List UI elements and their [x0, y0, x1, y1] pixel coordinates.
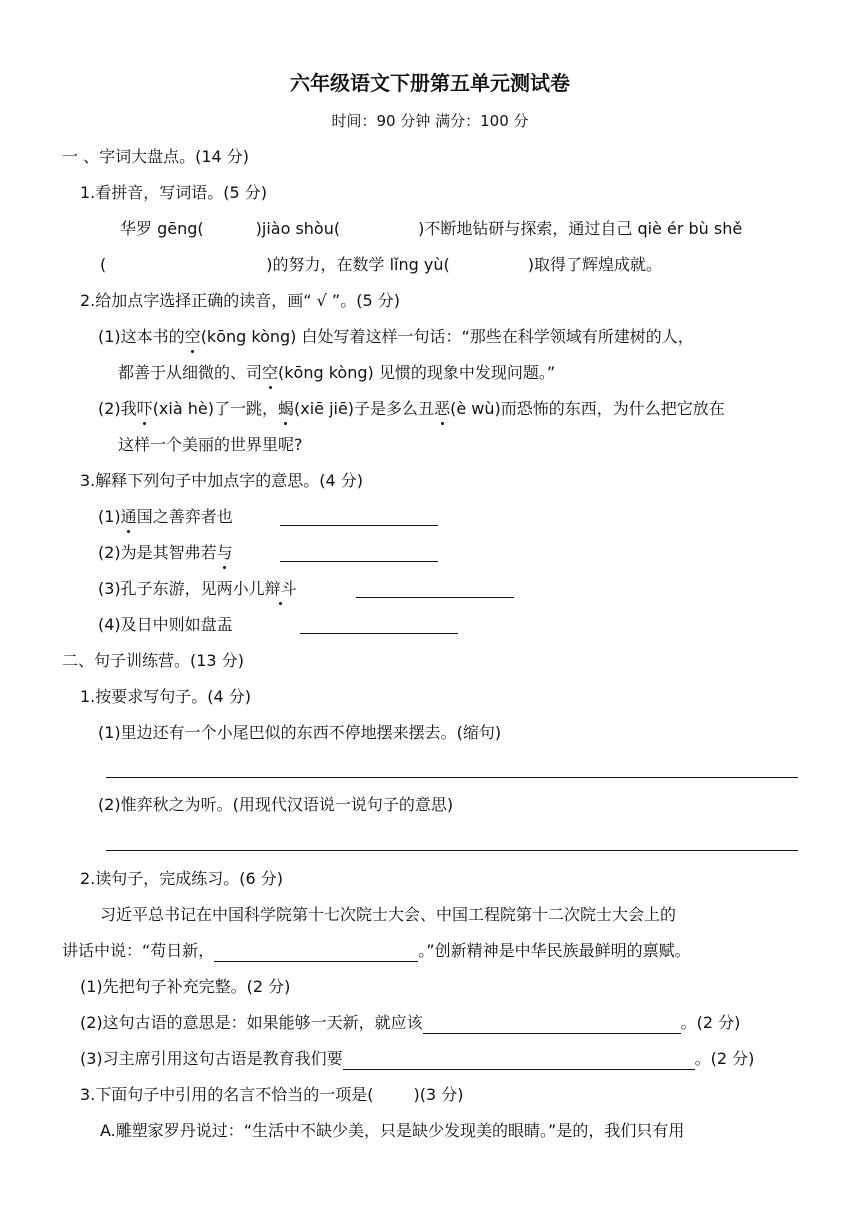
section-2-heading: 二、句子训练营。(13 分) [62, 651, 244, 670]
answer-blank[interactable] [214, 943, 418, 962]
answer-line[interactable] [280, 561, 438, 562]
q2-3-option-a: A.雕塑家罗丹说过：“生活中不缺少美，只是缺少发现美的眼睛。”是的，我们只有用 [100, 1121, 685, 1140]
q1-2-item-2: (2)我吓(xià hè)了一跳，蝎(xiē jiē)子是多么丑恶(è wù)而恐怖的东西，为什么把它放在 [98, 399, 725, 418]
q2-2-item-1: (1)先把句子补充完整。(2 分) [80, 977, 291, 996]
dotted-char: 空 [184, 327, 201, 346]
q1-3-item-2: (2)为是其智弗若与 [98, 543, 233, 562]
exam-info: 时间：90 分钟 满分：100 分 [331, 112, 529, 130]
dotted-char: 空 [262, 363, 279, 382]
q1-2-item-1-cont: 都善于从细微的、司空(kōng kòng) 见惯的现象中发现问题。” [118, 363, 556, 382]
answer-line[interactable] [280, 525, 438, 526]
q1-1-line-1: 华罗 gēng( )jiào shòu( )不断地钻研与探索，通过自己 qiè ér bù shě [120, 219, 743, 238]
q2-1-item-2: (2)惟弈秋之为听。(用现代汉语说一说句子的意思) [98, 795, 454, 814]
dotted-char: 通 [120, 507, 137, 526]
q2-2-item-3: (3)习主席引用这句古语是教育我们要 。(2 分) [80, 1049, 755, 1068]
q1-2-item-1: (1)这本书的空(kōng kòng) 白处写着这样一句话：“那些在科学领域有所建树的人， [98, 327, 694, 346]
answer-line[interactable] [106, 850, 798, 851]
answer-line[interactable] [356, 597, 514, 598]
dotted-char: 蝎 [277, 399, 294, 418]
q2-2-passage-2: 讲话中说：“苟日新， 。”创新精神是中华民族最鲜明的禀赋。 [62, 941, 691, 960]
dotted-char: 吓 [136, 399, 153, 418]
section-1-heading: 一 、字词大盘点。(14 分) [62, 147, 250, 166]
answer-blank[interactable] [343, 1051, 695, 1070]
answer-line[interactable] [106, 777, 798, 778]
q1-1-line-2: ( )的努力，在数学 lǐng yù( )取得了辉煌成就。 [100, 255, 662, 274]
q2-2-passage-1: 习近平总书记在中国科学院第十七次院士大会、中国工程院第十二次院士大会上的 [100, 905, 677, 924]
q1-3-item-1: (1)通国之善弈者也 [98, 507, 233, 526]
answer-blank[interactable] [423, 1015, 681, 1034]
q1-3-item-3: (3)孔子东游，见两小儿辩斗 [98, 579, 297, 598]
page-title: 六年级语文下册第五单元测试卷 [290, 71, 570, 95]
q2-2-item-2: (2)这句古语的意思是：如果能够一天新，就应该 。(2 分) [80, 1013, 741, 1032]
q1-2-item-2-cont: 这样一个美丽的世界里呢? [118, 435, 303, 454]
q2-3-heading: 3.下面句子中引用的名言不恰当的一项是( )(3 分) [80, 1085, 464, 1104]
q2-1-heading: 1.按要求写句子。(4 分) [80, 687, 252, 706]
dotted-char: 恶 [434, 399, 451, 418]
dotted-char: 与 [216, 543, 233, 562]
dotted-chars: 辩斗 [264, 579, 297, 598]
q2-2-heading: 2.读句子，完成练习。(6 分) [80, 869, 284, 888]
q1-2-heading: 2.给加点字选择正确的读音，画“ √ ”。(5 分) [80, 291, 400, 310]
q2-1-item-1: (1)里边还有一个小尾巴似的东西不停地摆来摆去。(缩句) [98, 723, 502, 742]
answer-line[interactable] [300, 633, 458, 634]
q1-1-heading: 1.看拼音，写词语。(5 分) [80, 183, 268, 202]
q1-3-heading: 3.解释下列句子中加点字的意思。(4 分) [80, 471, 364, 490]
q1-3-item-4: (4)及日中则如盘盂 [98, 615, 233, 634]
